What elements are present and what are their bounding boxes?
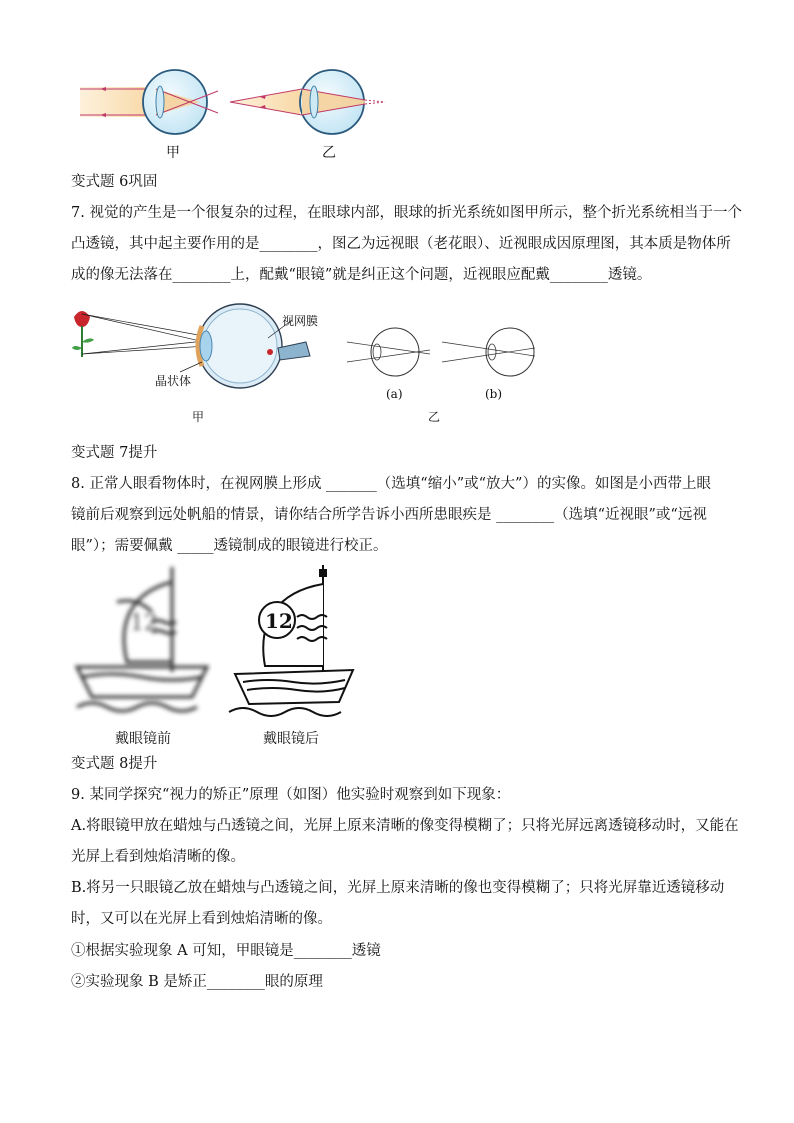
sail-number-blurry: 12 [130,611,158,636]
label-retina: 视网膜 [282,314,319,328]
q7-line-1: 7. 视觉的产生是一个很复杂的过程，在眼球内部，眼球的折光系统如图甲所示，整个折光系统相当于一个 [71,205,742,221]
q7-line-3: 成的像无法落在________上，配戴“眼镜”就是纠正这个问题，近视眼应配戴________透镜。 [71,267,652,283]
q7-line-2: 凸透镜，其中起主要作用的是________，图乙为远视眼（老花眼）、近视眼成因原理图，其本质是物体所 [71,236,731,252]
q8-line-3: 眼”）；需要佩戴 _____透镜制成的眼镜进行校正。 [71,538,388,554]
q8-variant-tag: 变式题 8提升 [71,756,158,772]
sail-number-clear: 12 [265,609,293,633]
eye-diagram-q6 [70,62,400,162]
q9-line-2: A.将眼镜甲放在蜡烛与凸透镜之间，光屏上原来清晰的像变得模糊了；只将光屏远离透镜移动时，又能在 [71,818,739,834]
fig7-label-b: (b) [485,387,503,401]
sailboat-before-glasses [72,562,212,717]
q9-line-7: ②实验现象 B 是矫正________眼的原理 [71,974,323,990]
fig6-label-jia: 甲 [166,145,180,161]
q9-line-1: 9. 某同学探究“视力的矫正”原理（如图）他实验时观察到如下现象： [71,787,511,803]
sailboat-after-glasses [227,562,357,717]
fig6-label-yi: 乙 [322,145,336,161]
q7-variant-tag: 变式题 7提升 [71,445,158,461]
q9-line-4: B.将另一只眼镜乙放在蜡烛与凸透镜之间，光屏上原来清晰的像也变得模糊了；只将光屏靠近透镜移动 [71,880,725,896]
label-lens: 晶状体 [155,374,192,388]
q6-variant-tag: 变式题 6巩固 [71,174,158,190]
fig7-label-jia: 甲 [192,410,205,424]
fig7-label-a: (a) [386,387,403,401]
fig7-label-yi: 乙 [428,410,441,424]
caption-before-glasses: 戴眼镜前 [115,731,171,747]
q9-line-6: ①根据实验现象 A 可知，甲眼镜是________透镜 [71,943,381,959]
q8-line-1: 8. 正常人眼看物体时，在视网膜上形成 _______（选填“缩小”或“放大”）的实像。如图是小西带上眼 [71,476,711,492]
eye-defect-diagrams [345,324,545,384]
q8-line-2: 镜前后观察到远处帆船的情景，请你结合所学告诉小西所患眼疾是 ________（选填“近视眼”或“远视 [71,507,707,523]
q9-line-3: 光屏上看到烛焰清晰的像。 [71,849,245,865]
caption-after-glasses: 戴眼镜后 [263,731,319,747]
rose-icon [72,311,94,357]
q9-line-5: 时，又可以在光屏上看到烛焰清晰的像。 [71,911,332,927]
